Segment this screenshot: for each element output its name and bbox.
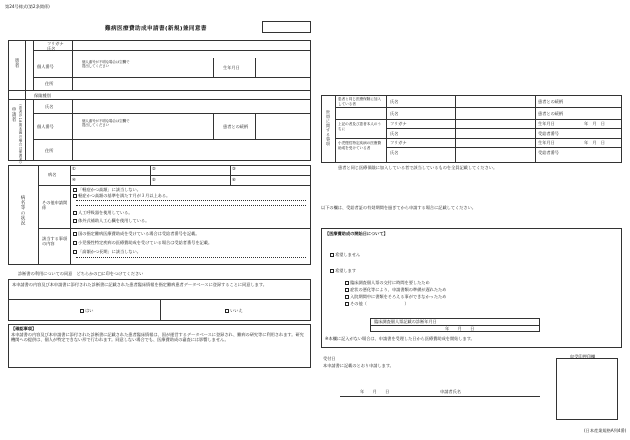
hh-num-6: 受給者番号 [538,150,559,155]
consent-yes[interactable]: はい [80,308,93,313]
applicant-name-label: 氏名 [45,104,54,109]
circled-5: ⑤ [152,177,156,182]
extra-note: ※本欄に記入がない場合は、申請書を受理した日から医療費助成を開始します。 [325,336,475,341]
extra-lead: 以下の欄は、受給者証の有効期間を過ぎてから申請する場合に記載してください。 [321,205,476,210]
hh-name-1: 氏名 [390,99,399,104]
hh-name-6: 氏名 [390,150,399,155]
applicant-relation-label: 患者との続柄 [223,124,249,129]
reason-4[interactable]: その他（ ） [345,301,409,306]
option-yes[interactable]: 希望します [330,268,356,273]
disease-name-label: 病名 [48,172,57,177]
hh-dob-5: 生年月日 [538,140,555,145]
household-section-label: 世帯に関する事項 [326,110,331,146]
consent-lead: 診断書の利用についての同意 どちらかの□に印をつけてください [18,271,144,276]
household-row2-label: 上記の者及び患者本人のうちに [338,122,382,131]
stamp-box [556,358,618,420]
applicant-name-footer: 申請者氏名 [440,389,461,394]
hh-ymd-3: 年 月 日 [584,121,605,126]
circled-4: ④ [72,177,76,182]
check-item-5[interactable]: 国の指定難病医療費助成を受けている場合は受給者番号を記載。 [73,231,200,236]
reason-3[interactable]: 入院期間中に書類をそろえる事ができなかったため [345,294,446,299]
household-row1-label: 患者と同じ医療保険に加入している者 [338,97,382,106]
patient-id-label: 個人番号 [37,64,54,69]
circled-2: ② [152,166,156,171]
check-item-2[interactable]: 軽症かつ高額の基準を満たす月が３月以上ある。 [73,193,170,198]
disease-table [8,165,311,265]
reason-1[interactable]: 臨床調査個人票の交付に時間を要したため [345,280,430,285]
start-title: 【医療費助成の開始日について】 [325,231,388,236]
patient-furigana-label: フリガナ [47,41,64,46]
applicant-address-label: 住所 [45,148,54,153]
date-label: 臨床調査個人票記載の診断年月日 [374,319,437,324]
applicant-section-label: 申請者 [11,107,16,123]
consent-body: 本申請書の内容及び本申請書に添付された診断書に記載された患者臨床情報を指定難病患者データベースに登録することに同意します。 [12,282,267,287]
circled-6: ⑥ [232,177,236,182]
reduce-label: 該当する事項の内容 [42,236,68,247]
disease-section-label: 病名等の状況 [20,195,25,226]
check-item-3[interactable]: 人工呼吸器を使用している。 [73,210,133,215]
hh-num-4: 受給者番号 [538,131,559,136]
notice-body: 本申請書の内容及び本申請書に添付された診断書に記載された患者臨床情報は、国が運営するデータベースに登録され、難病の研究等に利用されます。研究機関への提供は、個人が特定できない形で行われます。同意しない場合でも、医療費助成の審査には影響しません。 [11,332,304,343]
patient-section-label: 患者 [14,58,19,69]
hh-furigana-5: フリガナ [390,140,407,145]
insurance-label: 保険種別 [34,93,51,98]
circled-3: ③ [232,166,236,171]
footer-code: (日本産業規格A列4番) [584,428,627,433]
circled-1: ① [72,166,76,171]
office-use-box [262,21,311,33]
form-number: 第24号様式(第2条関係) [5,4,50,9]
patient-address-label: 住所 [45,81,54,86]
patient-table [8,40,311,161]
household-foot-note: 患者と同じ医療保険に加入している者で該当しているものを全員記載してください。 [338,165,498,170]
other-label: その他申請関係 [42,200,68,211]
hh-rel-2: 患者との続柄 [538,111,564,116]
date-value: 年 月 日 [445,326,475,331]
check-item-1[interactable]: 「軽症かつ高額」に該当しない。 [73,187,141,192]
applicant-note: （患者が18歳未満の場合は保護者） [18,102,22,166]
hh-name-2: 氏名 [390,111,399,116]
hh-furigana-3: フリガナ [390,121,407,126]
patient-name-label: 氏名 [47,46,56,51]
applicant-id-note: 個人番号が不明な場合は空欄で提出してください [82,119,130,128]
notice-box [8,324,311,368]
patient-dob-label: 生年月日 [223,65,240,70]
hh-name-4: 氏名 [390,131,399,136]
submit-date: 年 月 日 [360,389,390,394]
patient-id-note: 個人番号が不明な場合は空欄で提出してください [82,60,130,69]
hh-ymd-5: 年 月 日 [584,140,605,145]
reason-2[interactable]: 症状の悪化等により、申請書類の準備が遅れたため [345,287,446,292]
notice-title: 【確認事項】 [11,326,37,331]
household-row3-label: 小児慢性特定疾病の医療費助成を受けている者 [338,141,382,150]
hh-rel-1: 患者との続柄 [538,99,564,104]
option-no[interactable]: 希望しません [330,252,360,257]
stamp-label: 収受印押印欄 [570,354,596,359]
applicant-id-label: 個人番号 [37,124,54,129]
submit-date-label: 受付日 [323,356,336,361]
check-item-4[interactable]: 体外式補助人工心臓を使用している。 [73,218,149,223]
consent-no[interactable]: いいえ [225,308,243,313]
check-item-7[interactable]: 「高額かつ長期」に該当しない。 [73,249,141,254]
page-title: 難病医療費助成申請書(新規)兼同意書 [105,26,207,32]
pledge-text: 本申請書に記載のとおり申請します。 [323,363,394,368]
hh-dob-3: 生年月日 [538,121,555,126]
check-item-6[interactable]: 小児慢性特定疾病の医療費助成を受けている場合は受給者番号を記載。 [73,240,212,245]
